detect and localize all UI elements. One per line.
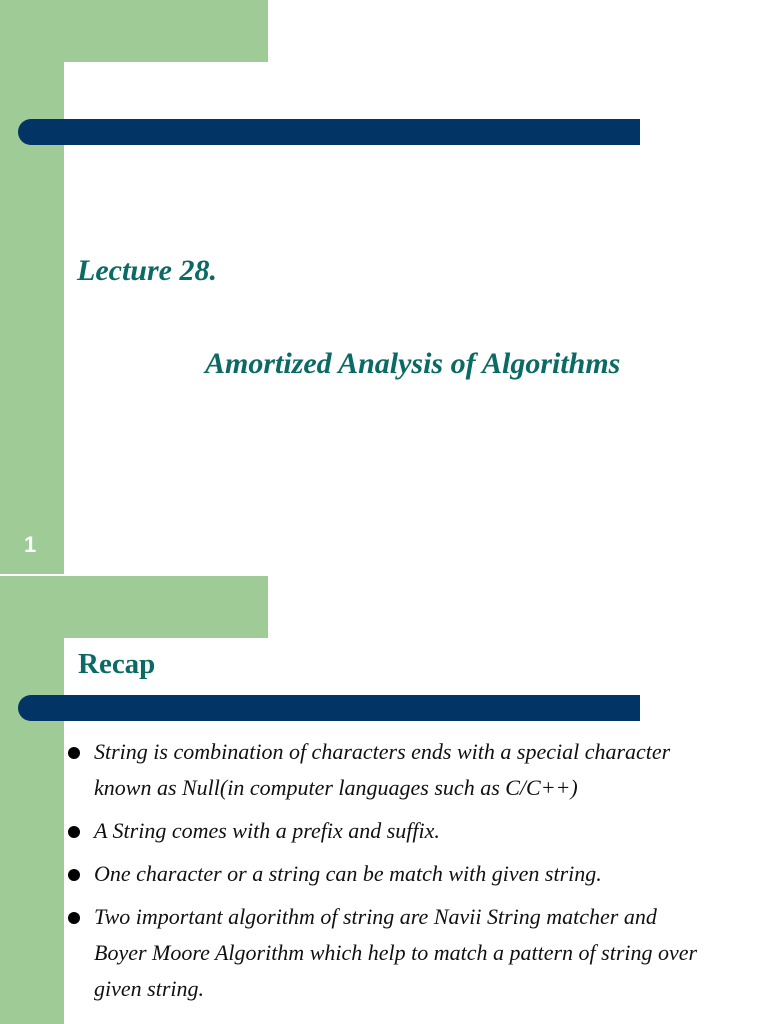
bullet-item: [66, 899, 706, 1007]
bullet-text: A String comes with a prefix and suffix.: [94, 818, 440, 843]
lecture-number: Lecture 28.: [77, 254, 217, 287]
bullet-item: [66, 734, 706, 806]
bullet-item: [66, 813, 706, 849]
green-header-block: [0, 576, 268, 638]
bullet-text: Two important algorithm of string are Navii String matcher and Boyer Moore Algorithm which help to match a pattern of string over given string.: [94, 904, 698, 1001]
heading-bar: [18, 695, 640, 721]
bullet-text: String is combination of characters ends with a special character known as Null(in computer languages such as C/C++): [94, 739, 671, 800]
green-sidebar: [0, 576, 64, 1024]
rounded-corner: [64, 62, 104, 102]
bullet-icon: [68, 747, 80, 759]
recap-heading: Recap: [78, 648, 156, 680]
bullet-text: One character or a string can be match with given string.: [94, 861, 602, 886]
slide-title: Amortized Analysis of Algorithms: [205, 347, 621, 380]
green-sidebar: [0, 0, 64, 575]
bullet-icon: [68, 869, 80, 881]
page-number: 1: [24, 532, 37, 557]
bullet-icon: [68, 912, 80, 924]
bullet-icon: [68, 826, 80, 838]
slide-2: [0, 576, 768, 1024]
green-header-block: [0, 0, 268, 62]
title-bar: [18, 119, 640, 145]
bullet-list: [66, 734, 706, 1014]
bullet-item: [66, 856, 706, 892]
